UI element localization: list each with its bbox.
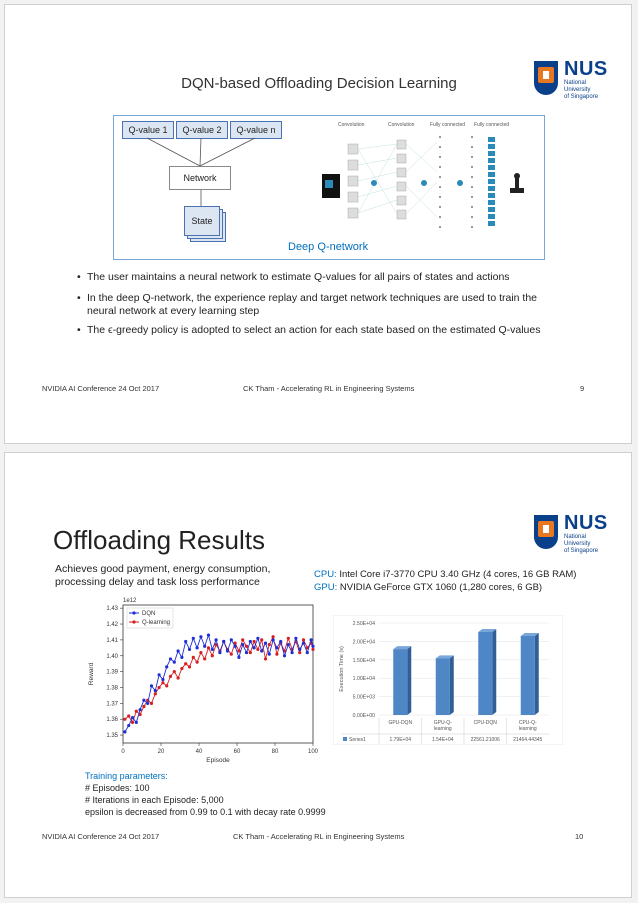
data-point-dqn xyxy=(196,646,199,649)
legend-marker-dqn xyxy=(132,611,135,614)
data-point-q-learning xyxy=(135,710,138,713)
data-point-dqn xyxy=(146,702,149,705)
description-line-2: processing delay and task loss performance xyxy=(55,576,260,588)
slide-title: Offloading Results xyxy=(53,525,265,555)
data-point-dqn xyxy=(150,684,153,687)
data-point-dqn xyxy=(245,651,248,654)
axis-multiplier: 1e12 xyxy=(123,598,137,604)
x-tick-label: 40 xyxy=(195,749,203,755)
data-point-dqn xyxy=(279,640,282,643)
data-point-q-learning xyxy=(264,657,267,660)
data-point-dqn xyxy=(215,638,218,641)
data-point-q-learning xyxy=(131,721,134,724)
table-value: 21464.44345 xyxy=(513,737,543,743)
description-line-1: Achieves good payment, energy consumption, xyxy=(55,563,271,575)
logo-subtext xyxy=(564,80,609,101)
data-point-dqn xyxy=(173,661,176,664)
network-box: Network xyxy=(169,166,231,190)
data-point-dqn xyxy=(256,637,259,640)
category-label: learning xyxy=(433,726,452,732)
logo-text: NUS xyxy=(564,512,608,534)
data-point-dqn xyxy=(241,643,244,646)
bar-gpu-q-learning xyxy=(436,658,450,715)
footer-left: NVIDIA AI Conference 24 Oct 2017 xyxy=(42,384,160,393)
y-tick-label: 2.00E+04 xyxy=(352,639,375,646)
y-tick-label: 1.37 xyxy=(106,701,118,708)
data-point-q-learning xyxy=(123,718,126,721)
x-tick-label: 20 xyxy=(157,749,165,755)
cpu-text: Intel Core i7-3770 CPU 3.40 GHz (4 cores, 16 GB RAM) xyxy=(336,569,577,580)
data-point-dqn xyxy=(184,640,187,643)
data-point-q-learning xyxy=(249,651,252,654)
nus-logo xyxy=(534,58,609,100)
data-point-q-learning xyxy=(245,645,248,648)
data-point-q-learning xyxy=(142,705,145,708)
slide-9 xyxy=(4,4,632,444)
nus-crest-icon xyxy=(534,515,558,549)
data-point-q-learning xyxy=(199,651,202,654)
category-label: CPU-DQN xyxy=(473,720,497,726)
footer-center: CK Tham - Accelerating RL in Engineering Systems xyxy=(233,832,405,841)
bullet-1: • The user maintains a neural network to estimate Q-values for all pairs of states and actions xyxy=(87,271,547,284)
nus-logo xyxy=(534,512,609,554)
data-point-dqn xyxy=(169,657,172,660)
bar-cpu-q-learning xyxy=(521,636,535,715)
y-tick-label: 5.00E+03 xyxy=(352,694,375,701)
diagram-caption: Deep Q-network xyxy=(288,241,369,253)
y-tick-label: 1.36 xyxy=(106,717,118,724)
data-point-q-learning xyxy=(173,670,176,673)
nus-crest-icon xyxy=(534,61,558,95)
legend-label-q-learning: Q-learning xyxy=(142,620,171,626)
data-point-q-learning xyxy=(188,665,191,668)
footer-left: NVIDIA AI Conference 24 Oct 2017 xyxy=(42,832,160,841)
bar-side xyxy=(407,646,411,715)
series-legend-swatch xyxy=(343,737,347,741)
data-point-dqn xyxy=(291,651,294,654)
layer-label-2: Convolution xyxy=(388,122,415,128)
state-box: State xyxy=(184,206,220,236)
data-point-q-learning xyxy=(275,653,278,656)
bullet-3: • The ϵ-greedy policy is adopted to select an action for each state based on the estimated Q-values xyxy=(87,324,547,337)
data-point-q-learning xyxy=(272,635,275,638)
data-point-dqn xyxy=(268,653,271,656)
data-point-dqn xyxy=(131,716,134,719)
layer-label-3: Fully connected xyxy=(430,122,466,128)
data-point-dqn xyxy=(123,730,126,733)
data-point-q-learning xyxy=(256,648,259,651)
logo-subtext xyxy=(564,534,609,555)
data-point-dqn xyxy=(180,656,183,659)
hardware-spec xyxy=(314,568,576,594)
data-point-dqn xyxy=(192,637,195,640)
logo-line1: National University xyxy=(564,80,591,93)
data-point-dqn xyxy=(161,678,164,681)
data-point-q-learning xyxy=(158,686,161,689)
data-point-dqn xyxy=(310,638,313,641)
data-point-q-learning xyxy=(211,654,214,657)
footer-center: CK Tham - Accelerating RL in Engineering Systems xyxy=(243,384,415,393)
x-tick-label: 60 xyxy=(233,749,241,755)
page-number: 10 xyxy=(575,832,584,841)
data-point-q-learning xyxy=(287,637,290,640)
data-point-q-learning xyxy=(192,656,195,659)
data-point-q-learning xyxy=(169,675,172,678)
slide-title: DQN-based Offloading Decision Learning xyxy=(181,75,457,92)
data-point-q-learning xyxy=(177,676,180,679)
y-tick-label: 1.35 xyxy=(106,733,118,740)
data-point-dqn xyxy=(275,646,278,649)
y-tick-label: 1.38 xyxy=(106,685,118,692)
data-point-dqn xyxy=(199,635,202,638)
data-point-q-learning xyxy=(184,662,187,665)
bar-cpu-dqn xyxy=(478,632,492,715)
data-point-q-learning xyxy=(311,648,314,651)
qvalue-box-2: Q-value 2 xyxy=(176,121,228,139)
data-point-dqn xyxy=(218,651,221,654)
page-number: 9 xyxy=(580,384,585,393)
logo-text: NUS xyxy=(564,58,608,80)
table-value: 22561.21006 xyxy=(470,737,500,743)
data-point-dqn xyxy=(253,646,256,649)
state-stack xyxy=(184,206,224,240)
x-tick-label: 0 xyxy=(121,749,125,755)
y-tick-label: 1.00E+04 xyxy=(352,676,375,683)
data-point-q-learning xyxy=(260,638,263,641)
data-point-dqn xyxy=(165,665,168,668)
y-tick-label: 1.40 xyxy=(106,653,118,660)
gpu-spec xyxy=(314,581,576,594)
training-line-2: # Iterations in each Episode: 5,000 xyxy=(85,795,224,805)
table-value: 1.79E+04 xyxy=(389,737,412,743)
reward-line-chart xyxy=(81,593,321,768)
data-point-dqn xyxy=(230,638,233,641)
training-header: Training parameters: xyxy=(85,771,168,781)
data-point-q-learning xyxy=(230,653,233,656)
qvalue-box-1: Q-value 1 xyxy=(122,121,174,139)
data-point-dqn xyxy=(177,649,180,652)
bar-gpu-dqn xyxy=(393,649,407,715)
training-line-1: # Episodes: 100 xyxy=(85,783,150,793)
series-legend-label: Series1 xyxy=(349,737,366,743)
category-label: GPU-Q- xyxy=(433,720,452,726)
bar-side xyxy=(450,655,454,715)
logo-line2: of Singapore xyxy=(564,94,599,100)
data-point-q-learning xyxy=(298,651,301,654)
x-tick-label: 80 xyxy=(271,749,279,755)
data-point-dqn xyxy=(298,648,301,651)
y-axis-label: Reward xyxy=(88,662,95,686)
data-point-dqn xyxy=(139,708,142,711)
legend-marker-q-learning xyxy=(132,620,135,623)
results-description xyxy=(55,563,270,589)
data-point-dqn xyxy=(294,637,297,640)
cpu-spec xyxy=(314,568,576,581)
data-point-q-learning xyxy=(127,714,130,717)
data-point-dqn xyxy=(272,638,275,641)
bullet-2: • In the deep Q-network, the experience replay and target network techniques are used to train the neural network at every learning step xyxy=(87,292,547,318)
data-point-dqn xyxy=(249,640,252,643)
category-label: GPU-DQN xyxy=(388,720,413,726)
data-point-dqn xyxy=(142,699,145,702)
table-value: 1.54E+04 xyxy=(431,737,454,743)
data-point-dqn xyxy=(222,640,225,643)
x-tick-label: 100 xyxy=(307,749,319,755)
joystick-icon xyxy=(515,178,519,188)
data-point-q-learning xyxy=(207,646,210,649)
x-axis-label: Episode xyxy=(206,757,230,764)
data-point-dqn xyxy=(226,649,229,652)
y-tick-label: 1.43 xyxy=(106,606,118,613)
data-point-dqn xyxy=(234,645,237,648)
data-point-q-learning xyxy=(241,638,244,641)
category-label: CPU-Q- xyxy=(518,720,537,726)
data-point-dqn xyxy=(207,634,210,637)
training-params xyxy=(85,770,326,818)
execution-time-bar-chart xyxy=(333,615,563,745)
data-point-dqn xyxy=(302,641,305,644)
layer-label-4: Fully connected xyxy=(474,122,510,128)
qvalue-box-n: Q-value n xyxy=(230,121,282,139)
data-point-dqn xyxy=(306,651,309,654)
gpu-text: NVIDIA GeForce GTX 1060 (1,280 cores, 6 GB) xyxy=(337,582,543,593)
data-point-dqn xyxy=(158,673,161,676)
cpu-label: CPU: xyxy=(314,569,337,580)
dqn-diagram xyxy=(113,115,545,260)
y-tick-label: 1.42 xyxy=(106,622,118,629)
cnn-illustration xyxy=(312,122,542,240)
data-point-q-learning xyxy=(150,702,153,705)
data-point-q-learning xyxy=(268,643,271,646)
y-tick-label: 1.50E+04 xyxy=(352,657,375,664)
bar-side xyxy=(492,629,496,715)
bar-side xyxy=(535,633,539,715)
data-point-dqn xyxy=(203,645,206,648)
data-point-dqn xyxy=(127,724,130,727)
y-tick-label: 1.41 xyxy=(106,637,118,644)
y-tick-label: 1.39 xyxy=(106,669,118,676)
data-point-q-learning xyxy=(161,681,164,684)
gpu-label: GPU: xyxy=(314,582,338,593)
data-point-q-learning xyxy=(165,684,168,687)
data-point-dqn xyxy=(260,649,263,652)
data-point-q-learning xyxy=(203,657,206,660)
legend-label-dqn: DQN xyxy=(142,611,156,617)
layer-label-1: Convolution xyxy=(338,122,365,128)
category-label: learning xyxy=(518,726,537,732)
slide-10 xyxy=(4,452,632,898)
data-point-dqn xyxy=(311,645,314,648)
data-point-q-learning xyxy=(253,640,256,643)
training-line-3: epsilon is decreased from 0.99 to 0.1 with decay rate 0.9999 xyxy=(85,807,326,817)
logo-line1: National University xyxy=(564,534,591,547)
data-point-dqn xyxy=(287,643,290,646)
y-tick-label: 0.00E+00 xyxy=(352,713,375,719)
data-point-dqn xyxy=(264,641,267,644)
logo-line2: of Singapore xyxy=(564,548,599,554)
data-point-dqn xyxy=(211,648,214,651)
data-point-dqn xyxy=(154,689,157,692)
data-point-q-learning xyxy=(196,661,199,664)
data-point-dqn xyxy=(283,654,286,657)
data-point-q-learning xyxy=(180,667,183,670)
data-point-q-learning xyxy=(154,692,157,695)
y-tick-label: 2.50E+04 xyxy=(352,621,375,627)
data-point-dqn xyxy=(188,648,191,651)
data-point-dqn xyxy=(135,721,138,724)
data-point-dqn xyxy=(237,656,240,659)
y-axis-label: Execution Time (s) xyxy=(339,646,345,692)
data-point-q-learning xyxy=(302,638,305,641)
